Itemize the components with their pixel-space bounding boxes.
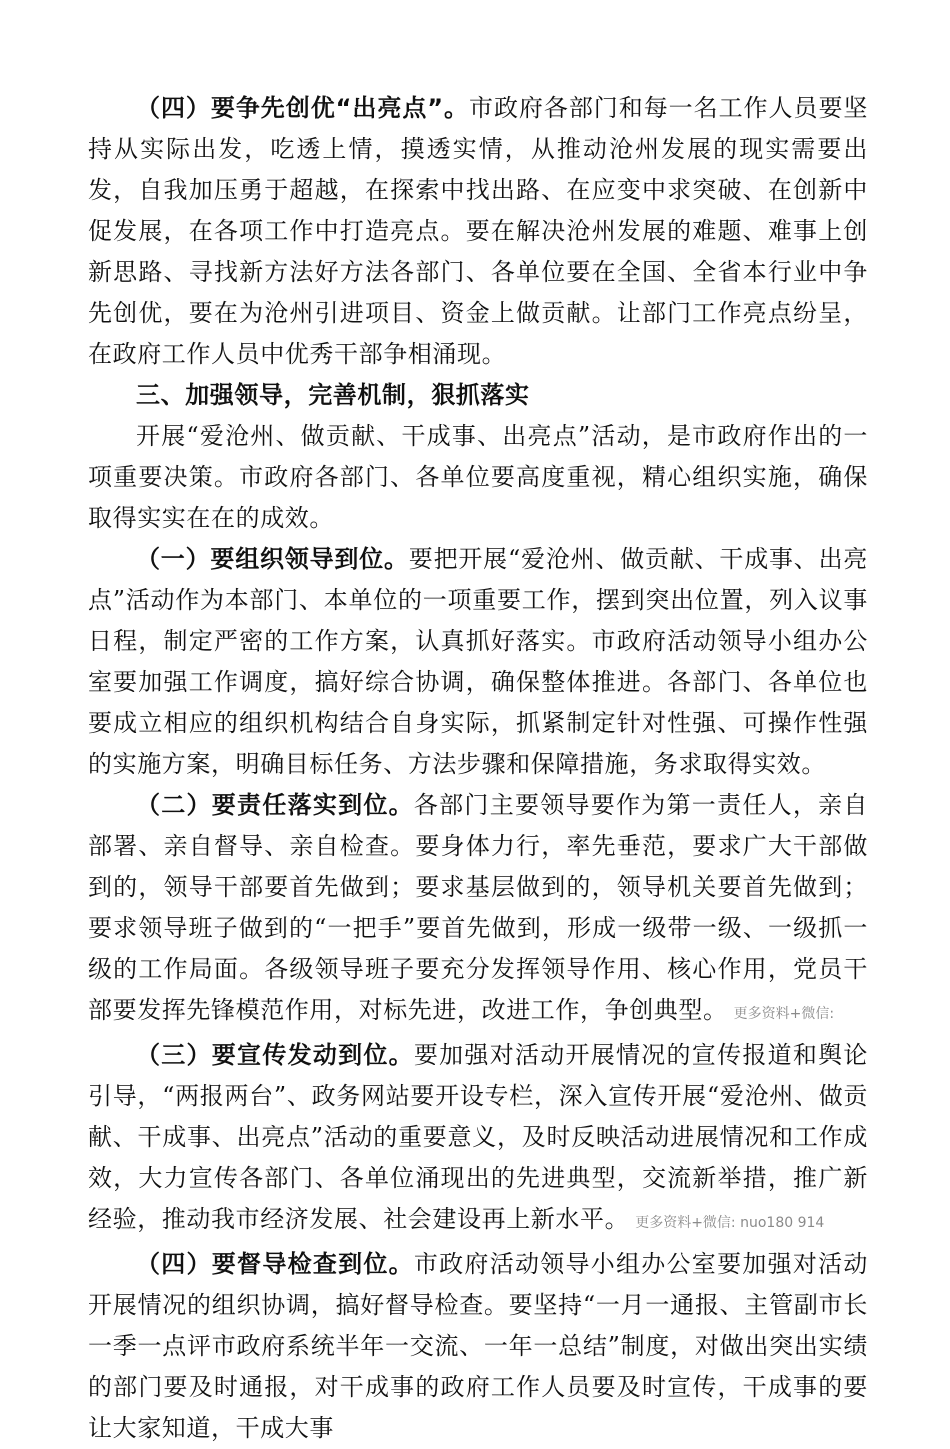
paragraph-body: 市政府各部门和每一名工作人员要坚持从实际出发，吃透上情，摸透实情，从推动沧州发展的现实需要出发，自我加压勇于超越，在探索中找出路、在应变中求突破、在创新中促发展，在各项工作中打造亮点。要在解决沧州发展的难题、难事上创新思路、寻找新方法好方法各部门、各单位要在全国、全省本行业中争先创优，要在为沧州引进项目、资金上做贡献。让部门工作亮点纷呈，在政府工作人员中优秀干部争相涌现。: [88, 94, 868, 368]
paragraph-organization: [88, 539, 868, 785]
watermark-text: 更多资料+微信: nuo180 914: [635, 1215, 825, 1231]
paragraph-publicity: [88, 1035, 868, 1244]
paragraph-lead: （一）要组织领导到位。: [136, 545, 409, 573]
section-heading-3: 三、加强领导，完善机制，狠抓落实: [136, 381, 530, 409]
paragraph-lead: （二）要责任落实到位。: [136, 791, 414, 819]
watermark-text: 更多资料+微信:: [733, 1006, 835, 1022]
paragraph-supervision: [88, 1244, 868, 1449]
paragraph-lead: （三）要宣传发动到位。: [136, 1041, 414, 1069]
paragraph-body: 市政府活动领导小组办公室要加强对活动开展情况的组织协调，搞好督导检查。要坚持“一月一通报、主管副市长一季一点评市政府系统半年一交流、一年一总结”制度，对做出突出实绩的部门要及时通报，对干成事的政府工作人员要及时宣传，干成事的要让大家知道，干成大事: [88, 1250, 868, 1442]
paragraph-body: 要加强对活动开展情况的宣传报道和舆论引导，“两报两台”、政务网站要开设专栏，深入宣传开展“爱沧州、做贡献、干成事、出亮点”活动的重要意义，及时反映活动进展情况和工作成效，大力宣传各部门、各单位涌现出的先进典型，交流新举措，推广新经验，推动我市经济发展、社会建设再上新水平。: [88, 1041, 868, 1233]
paragraph-4-highlights: [88, 88, 868, 375]
paragraph-lead: （四）要督导检查到位。: [136, 1250, 414, 1278]
paragraph-responsibility: [88, 785, 868, 1035]
paragraph-body: 各部门主要领导要作为第一责任人，亲自部署、亲自督导、亲自检查。要身体力行，率先垂范，要求广大干部做到的，领导干部要首先做到；要求基层做到的，领导机关要首先做到；要求领导班子做到的“一把手”要首先做到，形成一级带一级、一级抓一级的工作局面。各级领导班子要充分发挥领导作用、核心作用，党员干部要发挥先锋模范作用，对标先进，改进工作，争创典型。: [88, 791, 868, 1024]
paragraph-body: 开展“爱沧州、做贡献、干成事、出亮点”活动，是市政府作出的一项重要决策。市政府各部门、各单位要高度重视，精心组织实施，确保取得实实在在的成效。: [88, 422, 868, 532]
document-page: [88, 88, 868, 1449]
paragraph-body: 要把开展“爱沧州、做贡献、干成事、出亮点”活动作为本部门、本单位的一项重要工作，摆到突出位置，列入议事日程，制定严密的工作方案，认真抓好落实。市政府活动领导小组办公室要加强工作调度，搞好综合协调，确保整体推进。各部门、各单位也要成立相应的组织机构结合自身实际，抓紧制定针对性强、可操作性强的实施方案，明确目标任务、方法步骤和保障措施，务求取得实效。: [88, 545, 868, 778]
paragraph-section-intro: [88, 416, 868, 539]
paragraph-lead: （四）要争先创优“出亮点”。: [136, 94, 469, 122]
